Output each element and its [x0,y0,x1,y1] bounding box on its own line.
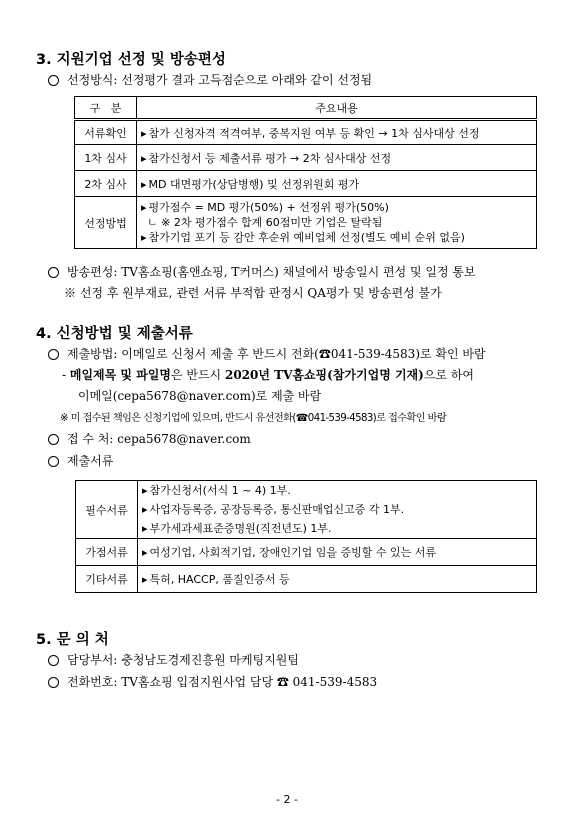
mail-title-suffix: 으로 하여 [423,368,475,382]
submit-method [48,345,486,362]
table-row-key: 2차 심사 [75,171,137,197]
table-row-key: 선정방법 [75,197,137,249]
contact-phone [48,673,377,690]
selection-method-text: 선정방식: 선정평가 결과 고득점순으로 아래와 같이 선정됨 [67,73,373,87]
required-doc: ▸ 부가세과세표준증명원(직전년도) 1부. [142,519,532,538]
circle-bullet-icon [48,267,59,278]
qa-note: ※ 선정 후 원부재료, 관련 서류 부적합 판정시 QA평가 및 방송편성 불가 [64,286,442,300]
page-number: - 2 - [276,793,298,806]
broadcast-line [48,263,476,280]
documents-heading-text: 제출서류 [67,454,114,468]
table-row-value [138,481,537,539]
selection-table [74,96,537,249]
reserve-note: ▸ 참가기업 포기 등 감안 후순위 예비업체 선정(별도 예비 순위 없음) [141,230,532,245]
broadcast-text: 방송편성: TV홈쇼핑(홈앤쇼핑, T커머스) 채널에서 방송일시 편성 및 일정 통보 [67,265,476,279]
table-row-value: ▸ 여성기업, 사회적기업, 장애인기업 임을 증빙할 수 있는 서류 [138,539,537,566]
submit-method-text: 제출방법: 이메일로 신청서 제출 후 반드시 전화(☎041-539-4583)로 확인 바람 [67,347,486,361]
documents-heading [48,452,113,469]
circle-bullet-icon [48,677,59,688]
required-doc: ▸ 사업자등록증, 공장등록증, 통신판매업신고증 각 1부. [142,500,532,519]
contact-department [48,651,299,668]
mail-title-connector: 은 반드시 [170,368,225,382]
contact-department-text: 담당부서: 충청남도경제진흥원 마케팅지원팀 [67,653,299,667]
mail-title-format: 2020년 TV홈쇼핑(참가기업명 기재) [224,368,424,382]
table-row-value: ▸ MD 대면평가(상담병행) 및 선정위원회 평가 [137,171,537,197]
section-5-title: 5. 문 의 처 [36,632,109,648]
circle-bullet-icon [48,434,59,445]
table-row-key: 필수서류 [76,481,138,539]
table-row-value: ▸ 참가 신청자격 적격여부, 중복지원 여부 등 확인 → 1차 심사대상 선정 [137,120,537,145]
submission-address [48,430,251,447]
table-row-value [137,197,537,249]
dash-mark: - [62,368,70,382]
table-header-content: 주요내용 [137,97,537,120]
table-header-category: 구 분 [75,97,137,120]
required-doc: ▸ 참가신청서(서식 1 ~ 4) 1부. [142,481,532,500]
submission-address-text: 접 수 처: cepa5678@naver.com [67,432,251,446]
scoring-note: ㄴ ※ 2차 평가점수 합계 60점미만 기업은 탈락됨 [147,216,383,229]
section-4-title: 4. 신청방법 및 제출서류 [36,326,193,342]
table-row-key: 기타서류 [76,566,138,593]
table-row-value: ▸ 특허, HACCP, 품질인증서 등 [138,566,537,593]
section-3-title: 3. 지원기업 선정 및 방송편성 [36,52,226,68]
mail-title-label: 메일제목 및 파일명 [69,368,171,382]
table-row-key: 1차 심사 [75,145,137,171]
circle-bullet-icon [48,75,59,86]
circle-bullet-icon [48,655,59,666]
table-row-key: 가점서류 [76,539,138,566]
mail-title-rule [62,366,474,383]
contact-phone-text: 전화번호: TV홈쇼핑 입점지원사업 담당 ☎ 041-539-4583 [67,675,378,689]
table-row-key: 서류확인 [75,120,137,145]
selection-method [48,71,372,88]
circle-bullet-icon [48,456,59,467]
phone-confirm-warning: ※ 미 접수된 책임은 신청기업에 있으며, 반드시 유선전화(☎041-539-4583)로 접수확인 바람 [60,413,447,424]
table-row-value: ▸ 참가신청서 등 제출서류 평가 → 2차 심사대상 선정 [137,145,537,171]
circle-bullet-icon [48,349,59,360]
documents-table [75,480,537,593]
scoring-formula: ▸ 평가점수 = MD 평가(50%) + 선정위 평가(50%) [141,200,532,215]
submit-email-line: 이메일(cepa5678@naver.com)로 제출 바람 [78,389,322,403]
